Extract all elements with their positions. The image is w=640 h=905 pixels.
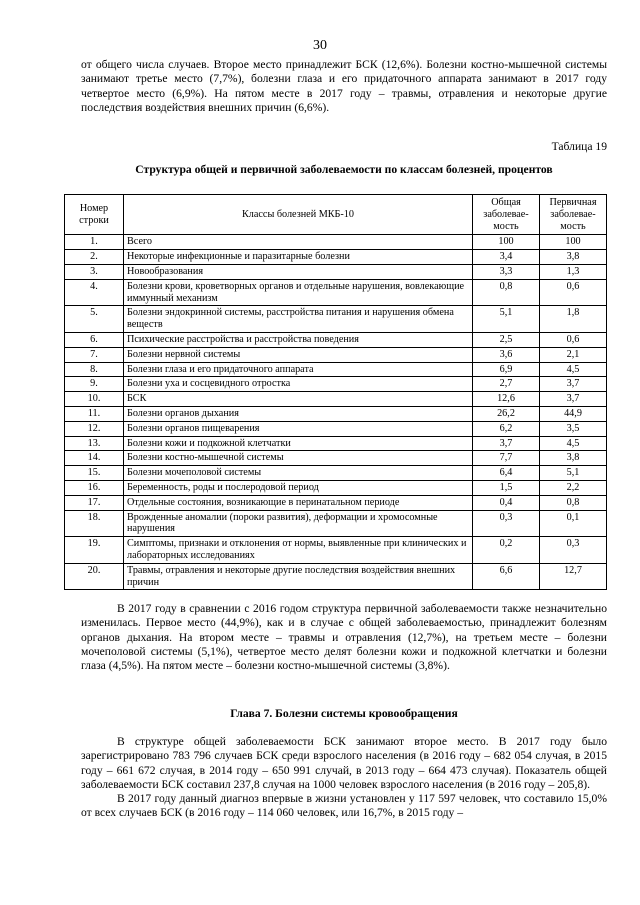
chapter-heading: Глава 7. Болезни системы кровообращения xyxy=(230,707,458,720)
table-row xyxy=(65,436,607,451)
chapter-paragraph-1: В структуре общей заболеваемости БСК занимают второе место. В 2017 году было зарегистрировано 783 796 случаев БСК среди взрослого населения (в 2016 году – 682 054 случая, в 2015 году – 661 672 случая, в 2014 году – 650 991 случай, в 2013 году – 664 473 случая). Показатель общей заболеваемости БСК составил 237,8 случая на 1000 человек взрослого населения (в 2016 году – 205,8). xyxy=(81,735,607,791)
row-total-value: 12,6 xyxy=(473,392,540,407)
row-number: 18. xyxy=(65,510,124,537)
row-total-value: 0,8 xyxy=(473,279,540,306)
row-class-name: Травмы, отравления и некоторые другие последствия воздействия внешних причин xyxy=(124,563,473,590)
header-total: Общая заболевае-мость xyxy=(473,195,540,235)
table-row xyxy=(65,495,607,510)
row-number: 12. xyxy=(65,421,124,436)
row-primary-value: 3,7 xyxy=(540,392,607,407)
table-title: Структура общей и первичной заболеваемости по классам болезней, процентов xyxy=(135,163,553,176)
row-class-name: Всего xyxy=(124,235,473,250)
row-number: 10. xyxy=(65,392,124,407)
row-total-value: 3,3 xyxy=(473,264,540,279)
row-primary-value: 2,1 xyxy=(540,347,607,362)
row-primary-value: 1,8 xyxy=(540,306,607,333)
row-number: 1. xyxy=(65,235,124,250)
table-row xyxy=(65,235,607,250)
row-class-name: Болезни уха и сосцевидного отростка xyxy=(124,377,473,392)
row-class-name: Болезни костно-мышечной системы xyxy=(124,451,473,466)
table-row xyxy=(65,332,607,347)
row-number: 19. xyxy=(65,537,124,564)
header-name: Классы болезней МКБ-10 xyxy=(124,195,473,235)
chapter-body xyxy=(81,735,607,821)
row-total-value: 3,7 xyxy=(473,436,540,451)
row-class-name: Психические расстройства и расстройства поведения xyxy=(124,332,473,347)
row-total-value: 6,2 xyxy=(473,421,540,436)
row-primary-value: 0,3 xyxy=(540,537,607,564)
row-number: 7. xyxy=(65,347,124,362)
row-primary-value: 0,6 xyxy=(540,332,607,347)
row-class-name: Болезни органов дыхания xyxy=(124,406,473,421)
row-number: 5. xyxy=(65,306,124,333)
table-label: Таблица 19 xyxy=(551,140,607,153)
row-total-value: 0,3 xyxy=(473,510,540,537)
row-total-value: 6,4 xyxy=(473,466,540,481)
row-class-name: Новообразования xyxy=(124,264,473,279)
table-header-row xyxy=(65,195,607,235)
row-total-value: 3,6 xyxy=(473,347,540,362)
row-total-value: 0,2 xyxy=(473,537,540,564)
row-primary-value: 2,2 xyxy=(540,480,607,495)
row-primary-value: 0,1 xyxy=(540,510,607,537)
row-number: 16. xyxy=(65,480,124,495)
row-primary-value: 44,9 xyxy=(540,406,607,421)
table-row xyxy=(65,466,607,481)
after-table-text: В 2017 году в сравнении с 2016 годом структура первичной заболеваемости также незначительно изменилась. Первое место (44,9%), как и в случае с общей заболеваемостью, принадлежит болезням органов дыхания. На втором месте – травмы и отравления (12,7%), на третьем месте – болезни мочеполовой системы (5,1%), четвертое место делят болезни кожи и подкожной клетчатки и болезни глаза (4,5%). На пятом месте – болезни костно-мышечной системы (3,8%). xyxy=(81,602,607,673)
row-primary-value: 100 xyxy=(540,235,607,250)
chapter-paragraph-2: В 2017 году данный диагноз впервые в жизни установлен у 117 597 человек, что составило 15,0% от всех случаев БСК (в 2016 году – 114 060 человек, или 16,7%, в 2015 году – xyxy=(81,792,607,820)
row-total-value: 0,4 xyxy=(473,495,540,510)
header-primary: Первичная заболевае-мость xyxy=(540,195,607,235)
intro-text: от общего числа случаев. Второе место принадлежит БСК (12,6%). Болезни костно-мышечной системы занимают третье место (7,7%), болезни глаза и его придаточного аппарата занимают в 2017 году четвертое место (6,9%). На пятом месте в 2017 году – травмы, отравления и некоторые другие последствия воздействия внешних причин (6,6%). xyxy=(81,58,607,114)
row-primary-value: 3,7 xyxy=(540,377,607,392)
row-primary-value: 1,3 xyxy=(540,264,607,279)
row-number: 14. xyxy=(65,451,124,466)
header-num: Номер строки xyxy=(65,195,124,235)
row-total-value: 100 xyxy=(473,235,540,250)
table-row xyxy=(65,362,607,377)
row-number: 20. xyxy=(65,563,124,590)
row-class-name: Симптомы, признаки и отклонения от нормы, выявленные при клинических и лабораторных исследованиях xyxy=(124,537,473,564)
row-number: 2. xyxy=(65,250,124,265)
row-total-value: 1,5 xyxy=(473,480,540,495)
row-total-value: 2,7 xyxy=(473,377,540,392)
table-row xyxy=(65,392,607,407)
row-primary-value: 12,7 xyxy=(540,563,607,590)
table-row xyxy=(65,563,607,590)
row-primary-value: 3,8 xyxy=(540,250,607,265)
row-class-name: Болезни крови, кроветворных органов и отдельные нарушения, вовлекающие иммунный механизм xyxy=(124,279,473,306)
row-class-name: Болезни эндокринной системы, расстройства питания и нарушения обмена веществ xyxy=(124,306,473,333)
row-total-value: 6,9 xyxy=(473,362,540,377)
row-class-name: Болезни мочеполовой системы xyxy=(124,466,473,481)
table-row xyxy=(65,421,607,436)
row-total-value: 26,2 xyxy=(473,406,540,421)
page-number: 30 xyxy=(313,38,327,53)
row-primary-value: 5,1 xyxy=(540,466,607,481)
row-number: 3. xyxy=(65,264,124,279)
table-row xyxy=(65,537,607,564)
row-total-value: 7,7 xyxy=(473,451,540,466)
row-class-name: Болезни глаза и его придаточного аппарата xyxy=(124,362,473,377)
row-number: 17. xyxy=(65,495,124,510)
intro-paragraph xyxy=(81,58,607,115)
row-total-value: 5,1 xyxy=(473,306,540,333)
table-row xyxy=(65,510,607,537)
table-row xyxy=(65,279,607,306)
table-row xyxy=(65,406,607,421)
table-row xyxy=(65,377,607,392)
row-number: 6. xyxy=(65,332,124,347)
row-primary-value: 4,5 xyxy=(540,362,607,377)
row-number: 13. xyxy=(65,436,124,451)
table-row xyxy=(65,306,607,333)
row-number: 11. xyxy=(65,406,124,421)
table-row xyxy=(65,347,607,362)
row-total-value: 3,4 xyxy=(473,250,540,265)
row-number: 15. xyxy=(65,466,124,481)
row-class-name: Болезни органов пищеварения xyxy=(124,421,473,436)
table-row xyxy=(65,480,607,495)
row-primary-value: 0,8 xyxy=(540,495,607,510)
row-class-name: БСК xyxy=(124,392,473,407)
table-row xyxy=(65,451,607,466)
after-table-paragraph xyxy=(81,602,607,673)
table-row xyxy=(65,250,607,265)
row-primary-value: 3,8 xyxy=(540,451,607,466)
row-class-name: Беременность, роды и послеродовой период xyxy=(124,480,473,495)
row-class-name: Некоторые инфекционные и паразитарные болезни xyxy=(124,250,473,265)
row-number: 8. xyxy=(65,362,124,377)
table-row xyxy=(65,264,607,279)
row-primary-value: 0,6 xyxy=(540,279,607,306)
row-class-name: Врожденные аномалии (пороки развития), деформации и хромосомные нарушения xyxy=(124,510,473,537)
row-total-value: 2,5 xyxy=(473,332,540,347)
row-number: 4. xyxy=(65,279,124,306)
row-class-name: Болезни нервной системы xyxy=(124,347,473,362)
row-class-name: Отдельные состояния, возникающие в перинатальном периоде xyxy=(124,495,473,510)
row-total-value: 6,6 xyxy=(473,563,540,590)
row-class-name: Болезни кожи и подкожной клетчатки xyxy=(124,436,473,451)
row-number: 9. xyxy=(65,377,124,392)
row-primary-value: 4,5 xyxy=(540,436,607,451)
row-primary-value: 3,5 xyxy=(540,421,607,436)
morbidity-table xyxy=(64,194,607,590)
